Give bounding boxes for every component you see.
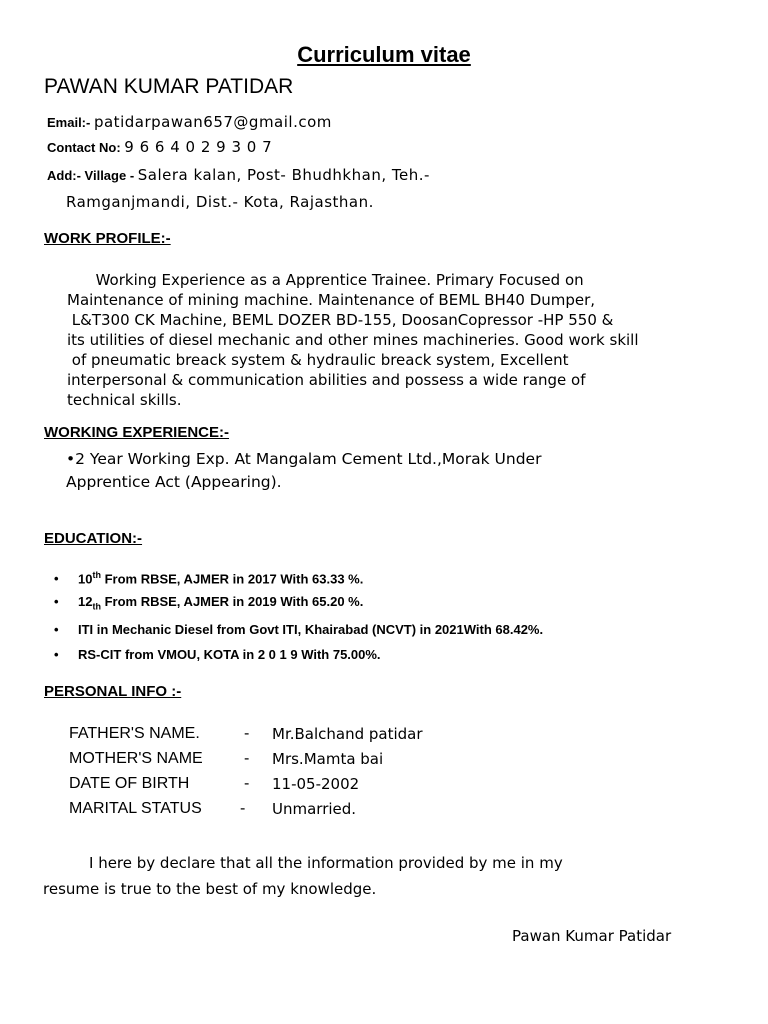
contact-label: Contact No: xyxy=(47,140,121,155)
marital-status-value: Unmarried. xyxy=(272,800,357,818)
email-value: patidarpawan657@gmail.com xyxy=(93,113,332,131)
address-line xyxy=(47,166,430,184)
mother-name-value: Mrs.Mamta bai xyxy=(272,750,384,768)
work-profile-line: interpersonal & communication abilities and possess a wide range of xyxy=(67,371,586,389)
bullet-icon: • xyxy=(54,622,59,637)
candidate-name: PAWAN KUMAR PATIDAR xyxy=(44,75,294,98)
address-value-1: Salera kalan, Post- Bhudhkhan, Teh.- xyxy=(137,166,430,184)
separator: - xyxy=(244,775,250,792)
education-item: • RS-CIT from VMOU, KOTA in 2 0 1 9 With 75.00%. xyxy=(54,647,381,662)
working-experience-heading: WORKING EXPERIENCE:- xyxy=(44,424,230,441)
declaration-line-1: I here by declare that all the information provided by me in my xyxy=(89,854,563,872)
work-profile-line: Maintenance of mining machine. Maintenance of BEML BH40 Dumper, xyxy=(67,291,596,309)
education-item: • ITI in Mechanic Diesel from Govt ITI, Khairabad (NCVT) in 2021With 68.42%. xyxy=(54,622,544,637)
education-item: • 10th From RBSE, AJMER in 2017 With 63.33 %. xyxy=(54,570,364,587)
email-line xyxy=(47,113,332,131)
work-profile-line: technical skills. xyxy=(67,391,182,409)
education-item: • $12_{th}$ From RBSE, AJMER in 2019 With 65.20 %. xyxy=(54,594,364,612)
signature-name: Pawan Kumar Patidar xyxy=(512,927,672,945)
father-name-label: FATHER'S NAME. xyxy=(69,725,200,742)
personal-info-heading: PERSONAL INFO :- xyxy=(44,683,182,700)
work-profile-paragraph xyxy=(67,270,757,410)
father-name-value: Mr.Balchand patidar xyxy=(272,725,423,743)
mother-name-label: MOTHER'S NAME xyxy=(69,750,203,767)
bullet-icon: • xyxy=(54,647,59,662)
working-experience-line-2: Apprentice Act (Appearing). xyxy=(66,473,282,491)
education-heading: EDUCATION:- xyxy=(44,530,143,547)
work-profile-line: its utilities of diesel mechanic and other mines machineries. Good work skill xyxy=(67,331,639,349)
document-title: Curriculum vitae xyxy=(297,42,471,67)
marital-status-label: MARITAL STATUS xyxy=(69,800,202,817)
declaration-line-2: resume is true to the best of my knowledge. xyxy=(43,880,377,898)
separator: - xyxy=(244,750,250,767)
address-label: Add:- Village - xyxy=(47,168,135,183)
contact-value: 9 6 6 4 0 2 9 3 0 7 xyxy=(124,138,273,156)
work-profile-line: Working Experience as a Apprentice Trainee. Primary Focused on xyxy=(67,271,584,289)
separator: - xyxy=(244,725,250,742)
work-profile-heading: WORK PROFILE:- xyxy=(44,230,171,247)
email-label: Email:- xyxy=(47,115,91,130)
work-profile-line: of pneumatic breack system & hydraulic breack system, Excellent xyxy=(67,351,569,369)
address-value-2: Ramganjmandi, Dist.- Kota, Rajasthan. xyxy=(66,193,374,211)
contact-line xyxy=(47,138,272,156)
separator: - xyxy=(240,800,246,817)
work-profile-line: L&T300 CK Machine, BEML DOZER BD-155, DoosanCopressor -HP 550 & xyxy=(67,311,614,329)
dob-label: DATE OF BIRTH xyxy=(69,775,190,792)
bullet-icon: • xyxy=(54,594,59,609)
dob-value: 11-05-2002 xyxy=(272,775,360,793)
bullet-icon: • xyxy=(54,571,59,587)
working-experience-line-1: •2 Year Working Exp. At Mangalam Cement Ltd.,Morak Under xyxy=(66,450,542,468)
